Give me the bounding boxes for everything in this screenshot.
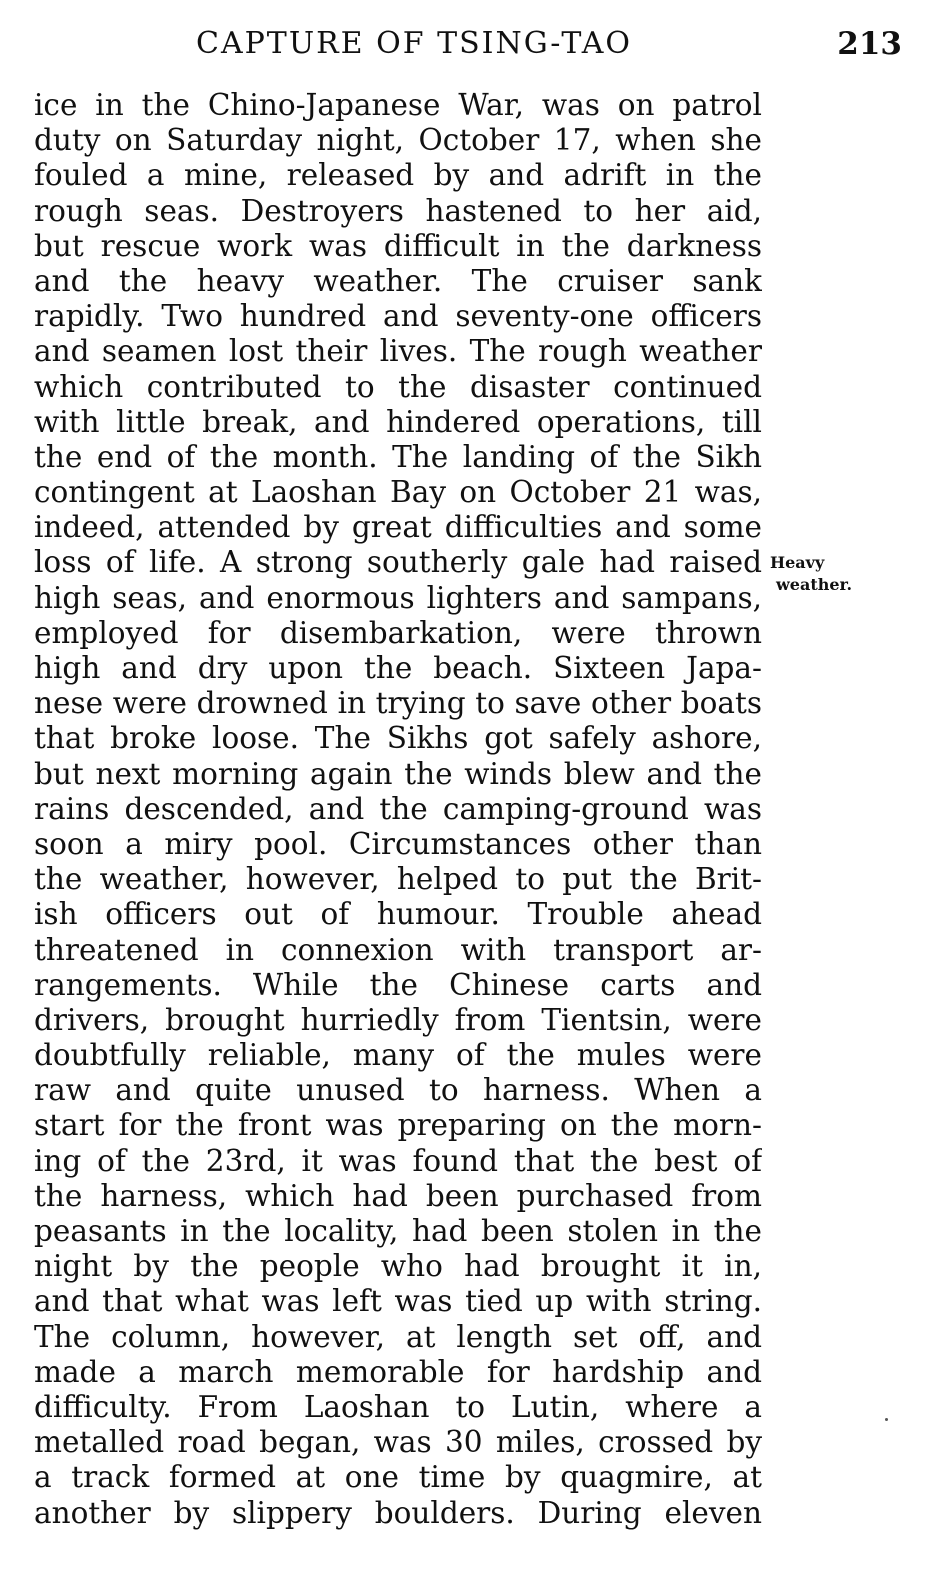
text-line: difficulty. From Laoshan to Lutin, where a	[34, 1389, 762, 1424]
text-line: made a march memorable for hardship and	[34, 1354, 762, 1389]
text-line: start for the front was preparing on the morn-	[34, 1108, 762, 1143]
text-line: and seamen lost their lives. The rough weather	[34, 334, 762, 369]
text-line: night by the people who had brought it in,	[34, 1249, 762, 1284]
page-number: 213	[837, 26, 902, 62]
sidenote-line: weather.	[776, 575, 853, 594]
text-line: with little break, and hindered operations, till	[34, 404, 762, 439]
text-line: The column, however, at length set off, and	[34, 1319, 762, 1354]
text-line: drivers, brought hurriedly from Tientsin, were	[34, 1002, 762, 1037]
text-line: rough seas. Destroyers hastened to her aid,	[34, 193, 762, 228]
text-line: another by slippery boulders. During eleven	[34, 1495, 762, 1530]
text-line: ing of the 23rd, it was found that the best of	[34, 1143, 762, 1178]
text-line: the end of the month. The landing of the Sikh	[34, 439, 762, 474]
text-line: contingent at Laoshan Bay on October 21 was,	[34, 475, 762, 510]
text-line: rains descended, and the camping-ground was	[34, 791, 762, 826]
running-title: CAPTURE OF TSING-TAO	[196, 26, 632, 61]
text-line: indeed, attended by great difficulties and some	[34, 510, 762, 545]
text-line: the weather, however, helped to put the Brit-	[34, 862, 762, 897]
margin-sidenote	[770, 552, 900, 596]
text-line: but next morning again the winds blew and the	[34, 756, 762, 791]
text-line: which contributed to the disaster continued	[34, 369, 762, 404]
text-line: peasants in the locality, had been stolen in the	[34, 1214, 762, 1248]
text-line: fouled a mine, released by and adrift in the	[34, 158, 762, 193]
sidenote-line: Heavy	[770, 553, 825, 572]
print-speck	[885, 1418, 888, 1421]
text-line: doubtfully reliable, many of the mules were	[34, 1038, 762, 1073]
text-line: nese were drowned in trying to save other boats	[34, 686, 762, 721]
text-line: loss of life. A strong southerly gale had raised	[34, 545, 762, 580]
text-line: metalled road began, was 30 miles, crossed by	[34, 1425, 762, 1460]
text-line: a track formed at one time by quagmire, at	[34, 1460, 762, 1495]
text-line: high seas, and enormous lighters and sampans,	[34, 580, 762, 615]
text-line: that broke loose. The Sikhs got safely ashore,	[34, 721, 762, 756]
text-line: ish officers out of humour. Trouble ahead	[34, 897, 762, 932]
text-line: rangements. While the Chinese carts and	[34, 967, 762, 1002]
text-line: high and dry upon the beach. Sixteen Japa-	[34, 651, 762, 685]
text-line: employed for disembarkation, were thrown	[34, 615, 762, 650]
text-line: and the heavy weather. The cruiser sank	[34, 263, 762, 298]
body-text	[34, 88, 762, 1531]
text-line: and that what was left was tied up with string.	[34, 1284, 762, 1319]
text-line: ice in the Chino-Japanese War, was on patrol	[34, 88, 762, 122]
text-line: duty on Saturday night, October 17, when she	[34, 123, 762, 158]
text-line: soon a miry pool. Circumstances other than	[34, 826, 762, 861]
text-line: raw and quite unused to harness. When a	[34, 1073, 762, 1108]
text-line: threatened in connexion with transport ar-	[34, 932, 762, 967]
text-line: but rescue work was difficult in the darkness	[34, 228, 762, 263]
text-line: the harness, which had been purchased from	[34, 1178, 762, 1213]
text-line: rapidly. Two hundred and seventy-one officers	[34, 299, 762, 334]
